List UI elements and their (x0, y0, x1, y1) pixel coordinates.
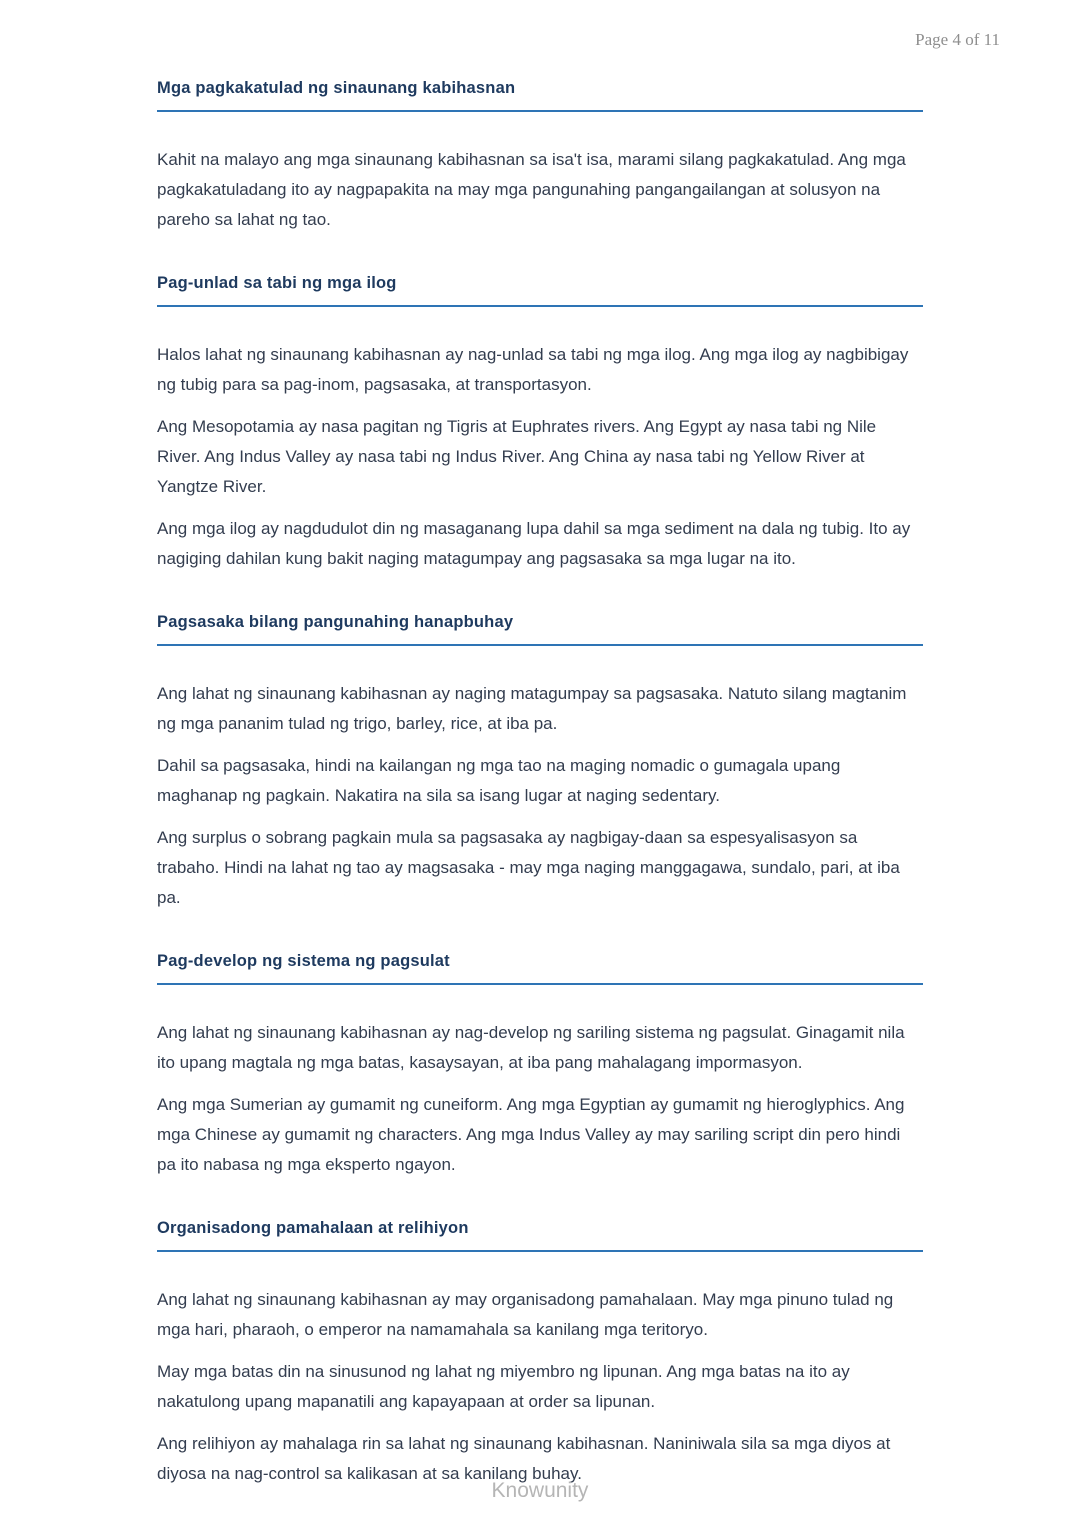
section-heading: Pag-unlad sa tabi ng mga ilog (157, 275, 923, 307)
section-government-religion (157, 1220, 923, 1489)
paragraph: Ang Mesopotamia ay nasa pagitan ng Tigris at Euphrates rivers. Ang Egypt ay nasa tabi ng Nile River. Ang Indus Valley ay nasa tabi ng Indus River. Ang China ay nasa tabi ng Yellow River at Yangtze River. (157, 417, 877, 496)
section-writing-systems (157, 953, 923, 1180)
paragraph: Ang surplus o sobrang pagkain mula sa pagsasaka ay nagbigay-daan sa espesyalisasyon sa trabaho. Hindi na lahat ng tao ay magsasaka - may mga naging manggagawa, sundalo, pari, at iba pa. (157, 828, 900, 907)
section-similarities (157, 80, 923, 235)
paragraph: Kahit na malayo ang mga sinaunang kabihasnan sa isa't isa, marami silang pagkakatulad. Ang mga pagkakatuladang ito ay nagpapakita na may mga pangunahing pangangailangan at solusyon na pareho sa lahat ng tao. (157, 150, 906, 229)
paragraph: Dahil sa pagsasaka, hindi na kailangan ng mga tao na maging nomadic o gumagala upang maghanap ng pagkain. Nakatira na sila sa isang lugar at naging sedentary. (157, 756, 841, 805)
paragraph: Halos lahat ng sinaunang kabihasnan ay nag-unlad sa tabi ng mga ilog. Ang mga ilog ay nagbibigay ng tubig para sa pag-inom, pagsasaka, at transportasyon. (157, 345, 909, 394)
page-number: Page 4 of 11 (915, 30, 1000, 49)
paragraph: Ang mga Sumerian ay gumamit ng cuneiform. Ang mga Egyptian ay gumamit ng hieroglyphics. Ang mga Chinese ay gumamit ng characters. Ang mga Indus Valley ay may sariling script din pero hindi pa ito nabasa ng mga eksperto ngayon. (157, 1095, 905, 1174)
document-content (157, 80, 923, 1489)
section-heading: Organisadong pamahalaan at relihiyon (157, 1220, 923, 1252)
paragraph: Ang lahat ng sinaunang kabihasnan ay may organisadong pamahalaan. May mga pinuno tulad ng mga hari, pharaoh, o emperor na namamahala sa kanilang mga teritoryo. (157, 1290, 894, 1339)
paragraph: Ang mga ilog ay nagdudulot din ng masaganang lupa dahil sa mga sediment na dala ng tubig. Ito ay nagiging dahilan kung bakit naging matagumpay ang pagsasaka sa mga lugar na ito. (157, 519, 911, 568)
footer-brand: Knowunity (491, 1479, 589, 1502)
paragraph: Ang lahat ng sinaunang kabihasnan ay naging matagumpay sa pagsasaka. Natuto silang magtanim ng mga pananim tulad ng trigo, barley, rice, at iba pa. (157, 684, 907, 733)
paragraph: Ang relihiyon ay mahalaga rin sa lahat ng sinaunang kabihasnan. Naniniwala sila sa mga diyos at diyosa na nag-control sa kalikasan at sa kanilang buhay. (157, 1434, 891, 1483)
paragraph: Ang lahat ng sinaunang kabihasnan ay nag-develop ng sariling sistema ng pagsulat. Ginagamit nila ito upang magtala ng mga batas, kasaysayan, at iba pang mahalagang impormasyon. (157, 1023, 905, 1072)
section-heading: Pag-develop ng sistema ng pagsulat (157, 953, 923, 985)
section-agriculture (157, 614, 923, 913)
paragraph: May mga batas din na sinusunod ng lahat ng miyembro ng lipunan. Ang mga batas na ito ay nakatulong upang mapanatili ang kapayapaan at order sa lipunan. (157, 1362, 850, 1411)
section-heading: Pagsasaka bilang pangunahing hanapbuhay (157, 614, 923, 646)
section-rivers (157, 275, 923, 574)
section-heading: Mga pagkakatulad ng sinaunang kabihasnan (157, 80, 923, 112)
